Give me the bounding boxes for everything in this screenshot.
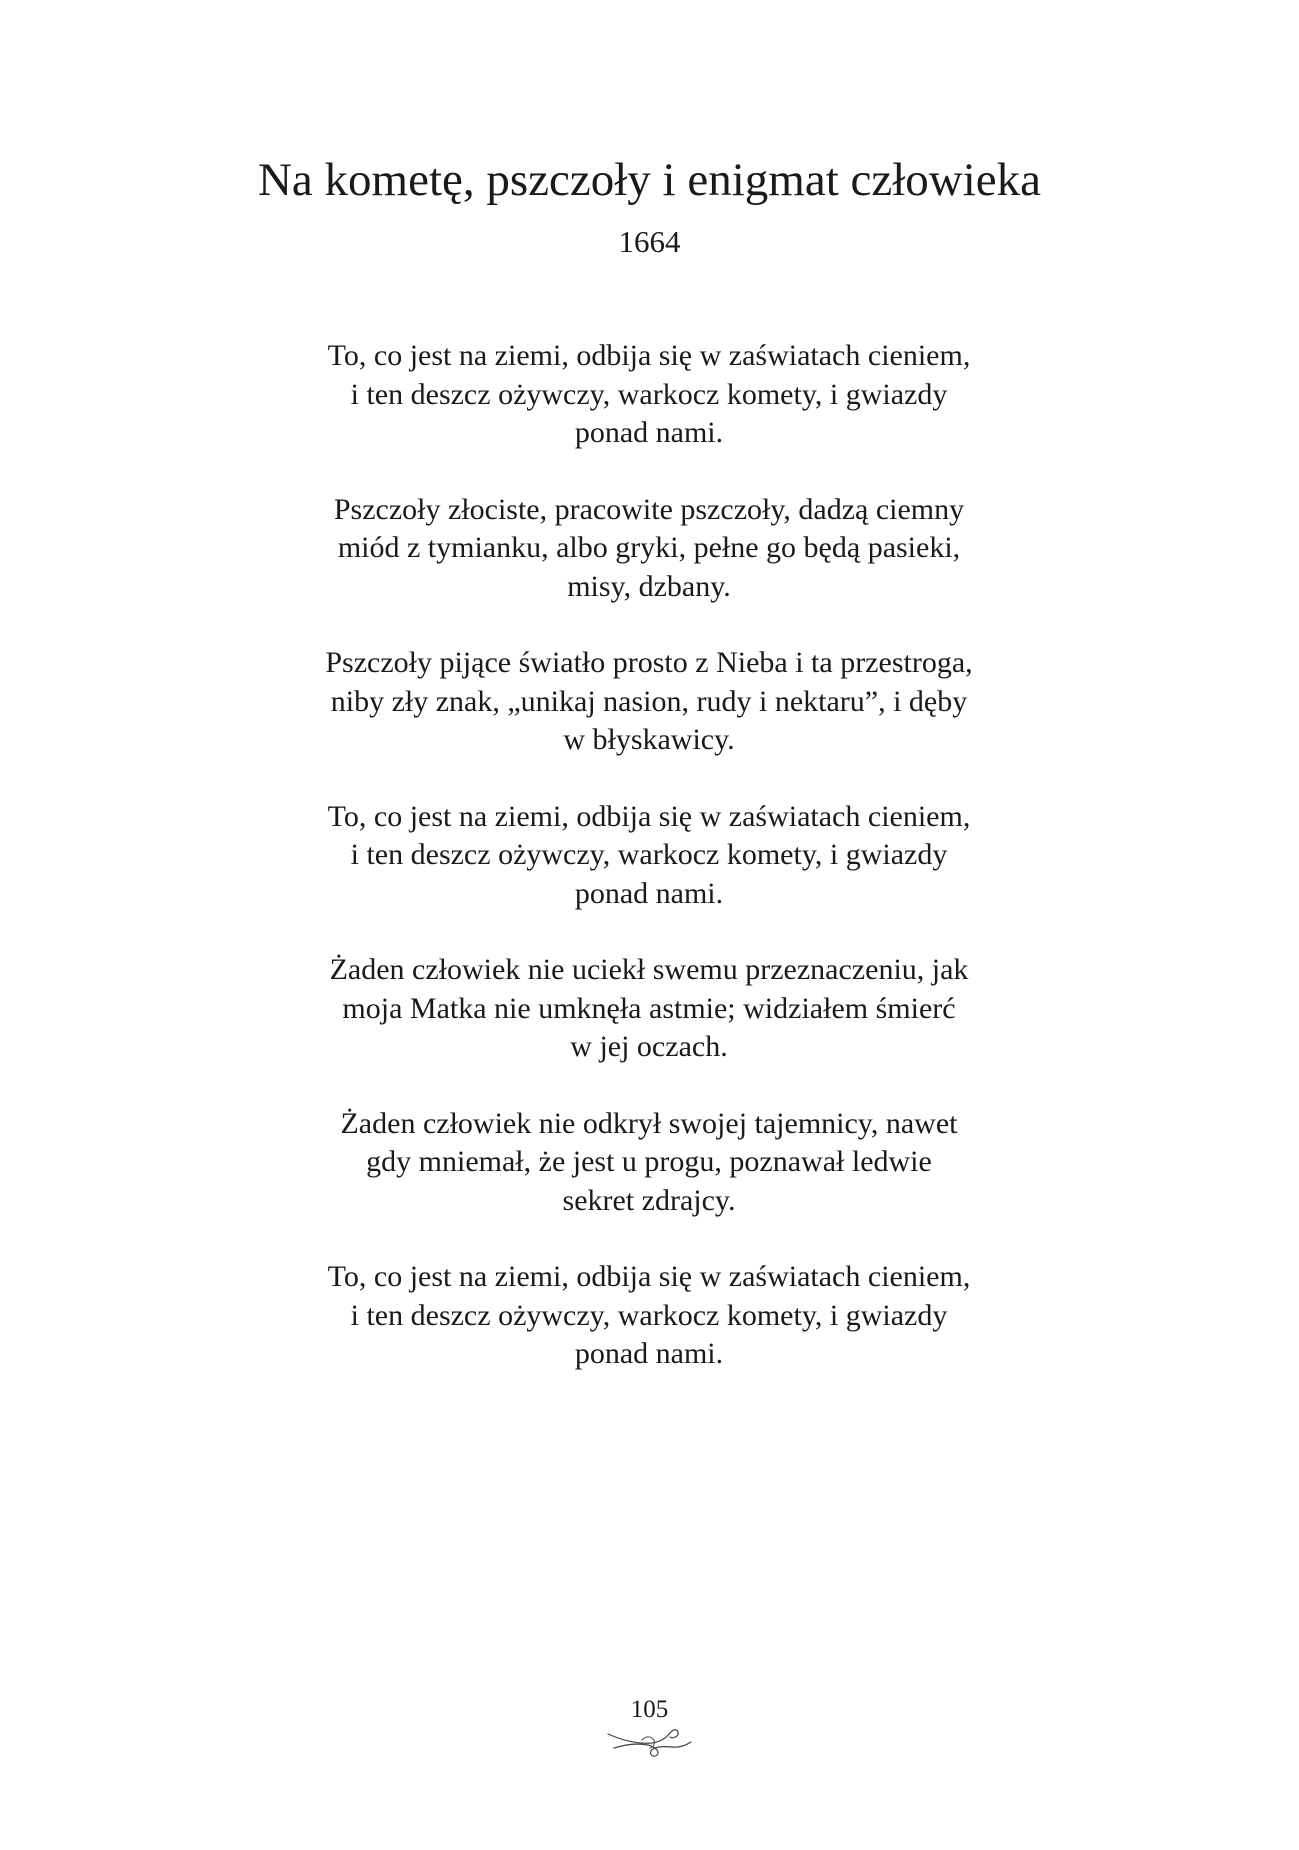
stanza: [289, 798, 1009, 914]
stanza: [289, 644, 1009, 760]
poem-line: To, co jest na ziemi, odbija się w zaświatach cieniem,: [327, 1260, 971, 1293]
poem-line: gdy mniemał, że jest u progu, poznawał ledwie: [366, 1145, 932, 1178]
poem-line: To, co jest na ziemi, odbija się w zaświatach cieniem,: [327, 799, 971, 833]
poem-line: To, co jest na ziemi, odbija się w zaświatach cieniem,: [327, 339, 971, 372]
flourish-ornament-icon: [602, 1722, 697, 1760]
stanza: [289, 1105, 1009, 1221]
poem-title: Na kometę, pszczoły i enigmat człowieka: [257, 154, 1042, 206]
poem-line: Żaden człowiek nie uciekł swemu przeznaczeniu, jak: [329, 953, 969, 986]
poem-line: sekret zdrajcy.: [562, 1183, 736, 1217]
stanza: [289, 951, 1009, 1067]
poem-line: Żaden człowiek nie odkrył swojej tajemnicy, nawet: [340, 1106, 958, 1140]
poem-line: ponad nami.: [574, 416, 724, 449]
poem-line: i ten deszcz ożywczy, warkocz komety, i gwiazdy: [350, 1298, 948, 1332]
stanza: [289, 1258, 1009, 1374]
poem-line: i ten deszcz ożywczy, warkocz komety, i gwiazdy: [350, 377, 948, 411]
poem-body: [289, 337, 1009, 1412]
stanza: [289, 491, 1009, 607]
poem-line: w jej oczach.: [570, 1030, 728, 1063]
poem-line: misy, dzbany.: [567, 569, 731, 603]
poem-line: ponad nami.: [574, 1337, 724, 1370]
poem-year: 1664: [618, 224, 681, 259]
poem-line: i ten deszcz ożywczy, warkocz komety, i gwiazdy: [350, 838, 948, 871]
poem-line: Pszczoły złociste, pracowite pszczoły, dadzą ciemny: [333, 492, 965, 526]
poem-line: w błyskawicy.: [563, 723, 735, 756]
poem-line: ponad nami.: [574, 876, 724, 910]
poem-line: Pszczoły pijące światło prosto z Nieba i ta przestroga,: [325, 646, 973, 679]
page-number: 105: [630, 1696, 669, 1723]
stanza: [289, 337, 1009, 453]
poem-line: miód z tymianku, albo gryki, pełne go będą pasieki,: [337, 531, 961, 564]
poem-line: niby zły znak, „unikaj nasion, rudy i nektaru”, i dęby: [330, 684, 968, 718]
poem-line: moja Matka nie umknęła astmie; widziałem śmierć: [342, 991, 956, 1025]
